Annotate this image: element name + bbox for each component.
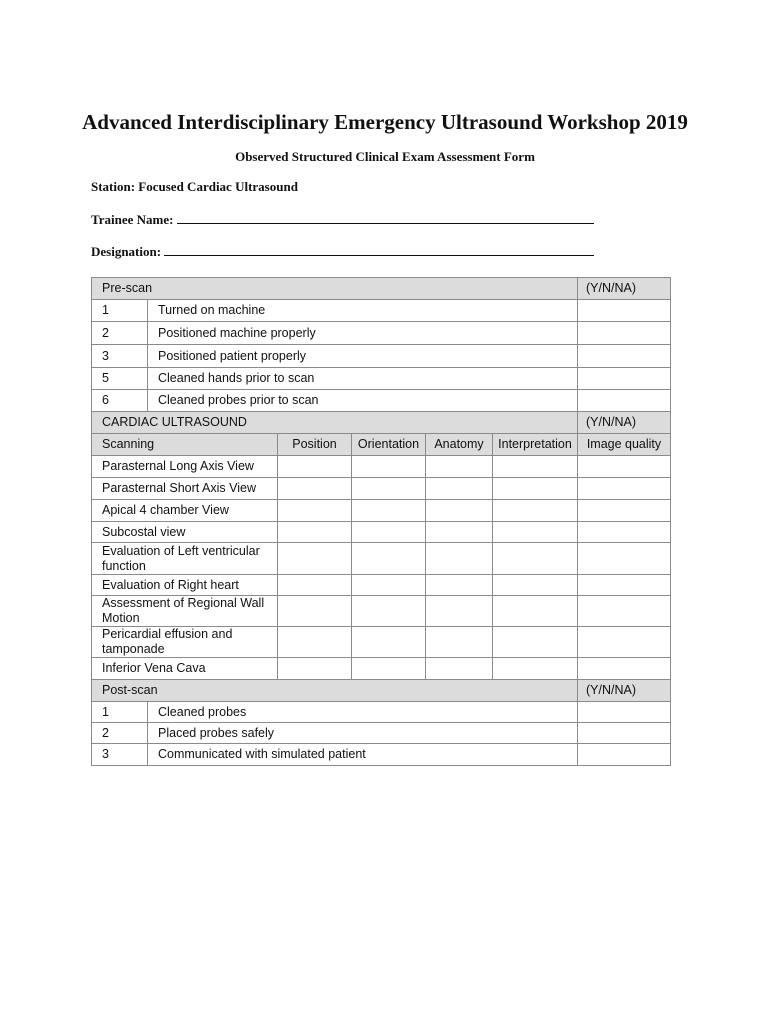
score-cell[interactable]: [426, 627, 493, 658]
row-text: Cleaned probes prior to scan: [148, 390, 578, 412]
score-cell[interactable]: [278, 456, 352, 478]
score-cell[interactable]: [426, 658, 493, 680]
score-cell[interactable]: [426, 596, 493, 627]
score-cell[interactable]: [278, 658, 352, 680]
table-row: [92, 478, 671, 500]
row-number: 6: [92, 390, 148, 412]
row-text: Cleaned hands prior to scan: [148, 368, 578, 390]
row-number: 1: [92, 702, 148, 723]
score-cell[interactable]: [493, 575, 578, 596]
answer-cell[interactable]: [578, 702, 671, 723]
score-cell[interactable]: [352, 478, 426, 500]
row-number: 3: [92, 345, 148, 368]
row-text: Placed probes safely: [148, 723, 578, 744]
score-cell[interactable]: [493, 522, 578, 543]
table-row: [92, 500, 671, 522]
cardiac-header-row: [92, 412, 671, 434]
page-title: Advanced Interdisciplinary Emergency Ultrasound Workshop 2019: [82, 110, 688, 134]
score-cell[interactable]: [493, 478, 578, 500]
score-cell[interactable]: [352, 575, 426, 596]
row-text: Turned on machine: [148, 300, 578, 322]
page-subtitle: Observed Structured Clinical Exam Assessment Form: [235, 149, 535, 164]
score-cell[interactable]: [352, 658, 426, 680]
table-row: [92, 627, 671, 658]
score-cell[interactable]: [278, 478, 352, 500]
score-cell[interactable]: [493, 500, 578, 522]
table-row: [92, 723, 671, 744]
postscan-header-row: [92, 680, 671, 702]
view-label: Apical 4 chamber View: [92, 500, 278, 522]
column-header-scanning: Scanning: [92, 434, 278, 456]
section-heading: Post-scan: [92, 680, 578, 702]
table-row: [92, 390, 671, 412]
score-cell[interactable]: [352, 456, 426, 478]
answer-label: (Y/N/NA): [578, 278, 671, 300]
row-text: Positioned patient properly: [148, 345, 578, 368]
score-cell[interactable]: [278, 627, 352, 658]
view-label: Inferior Vena Cava: [92, 658, 278, 680]
column-header-interpretation: Interpretation: [493, 434, 578, 456]
score-cell[interactable]: [352, 627, 426, 658]
designation-label: Designation:: [91, 244, 162, 259]
designation-row: [91, 244, 594, 260]
row-number: 2: [92, 723, 148, 744]
table-row: [92, 322, 671, 345]
cardiac-column-header-row: [92, 434, 671, 456]
table-row: [92, 658, 671, 680]
score-cell[interactable]: [352, 500, 426, 522]
column-header-position: Position: [278, 434, 352, 456]
score-cell[interactable]: [426, 543, 493, 575]
row-text: Cleaned probes: [148, 702, 578, 723]
column-header-anatomy: Anatomy: [426, 434, 493, 456]
score-cell[interactable]: [426, 478, 493, 500]
table-row: [92, 543, 671, 575]
score-cell[interactable]: [578, 627, 671, 658]
score-cell[interactable]: [578, 522, 671, 543]
view-label: Subcostal view: [92, 522, 278, 543]
score-cell[interactable]: [578, 456, 671, 478]
score-cell[interactable]: [352, 522, 426, 543]
score-cell[interactable]: [426, 456, 493, 478]
table-row: [92, 596, 671, 627]
score-cell[interactable]: [493, 596, 578, 627]
score-cell[interactable]: [278, 522, 352, 543]
table-row: [92, 345, 671, 368]
score-cell[interactable]: [578, 596, 671, 627]
answer-cell[interactable]: [578, 322, 671, 345]
row-number: 1: [92, 300, 148, 322]
table-row: [92, 575, 671, 596]
answer-label: (Y/N/NA): [578, 412, 671, 434]
view-label: Parasternal Short Axis View: [92, 478, 278, 500]
answer-cell[interactable]: [578, 390, 671, 412]
score-cell[interactable]: [578, 500, 671, 522]
score-cell[interactable]: [278, 500, 352, 522]
row-text: Positioned machine properly: [148, 322, 578, 345]
score-cell[interactable]: [493, 658, 578, 680]
table-row: [92, 368, 671, 390]
table-row: [92, 300, 671, 322]
table-row: [92, 702, 671, 723]
section-heading: CARDIAC ULTRASOUND: [92, 412, 578, 434]
answer-cell[interactable]: [578, 723, 671, 744]
score-cell[interactable]: [278, 543, 352, 575]
view-label: Assessment of Regional Wall Motion: [92, 596, 278, 627]
assessment-table: [91, 277, 671, 766]
row-number: 3: [92, 744, 148, 766]
answer-cell[interactable]: [578, 368, 671, 390]
row-number: 2: [92, 322, 148, 345]
score-cell[interactable]: [493, 456, 578, 478]
answer-cell[interactable]: [578, 744, 671, 766]
score-cell[interactable]: [352, 543, 426, 575]
score-cell[interactable]: [426, 575, 493, 596]
table-row: [92, 744, 671, 766]
table-row: [92, 456, 671, 478]
trainee-name-field[interactable]: [177, 212, 594, 224]
score-cell[interactable]: [493, 627, 578, 658]
prescan-header-row: [92, 278, 671, 300]
trainee-name-label: Trainee Name:: [91, 212, 174, 227]
score-cell[interactable]: [352, 596, 426, 627]
column-header-image-quality: Image quality: [578, 434, 671, 456]
station-label: Station: Focused Cardiac Ultrasound: [91, 179, 298, 194]
section-heading: Pre-scan: [92, 278, 578, 300]
score-cell[interactable]: [426, 522, 493, 543]
score-cell[interactable]: [578, 575, 671, 596]
row-text: Communicated with simulated patient: [148, 744, 578, 766]
score-cell[interactable]: [278, 596, 352, 627]
column-header-orientation: Orientation: [352, 434, 426, 456]
trainee-name-row: [91, 212, 594, 228]
designation-field[interactable]: [164, 244, 594, 256]
view-label: Parasternal Long Axis View: [92, 456, 278, 478]
score-cell[interactable]: [278, 575, 352, 596]
view-label: Evaluation of Right heart: [92, 575, 278, 596]
view-label: Pericardial effusion and tamponade: [92, 627, 278, 658]
score-cell[interactable]: [426, 500, 493, 522]
view-label: Evaluation of Left ventricular function: [92, 543, 278, 575]
answer-cell[interactable]: [578, 300, 671, 322]
table-row: [92, 522, 671, 543]
answer-label: (Y/N/NA): [578, 680, 671, 702]
score-cell[interactable]: [578, 478, 671, 500]
score-cell[interactable]: [578, 543, 671, 575]
score-cell[interactable]: [493, 543, 578, 575]
row-number: 5: [92, 368, 148, 390]
answer-cell[interactable]: [578, 345, 671, 368]
score-cell[interactable]: [578, 658, 671, 680]
